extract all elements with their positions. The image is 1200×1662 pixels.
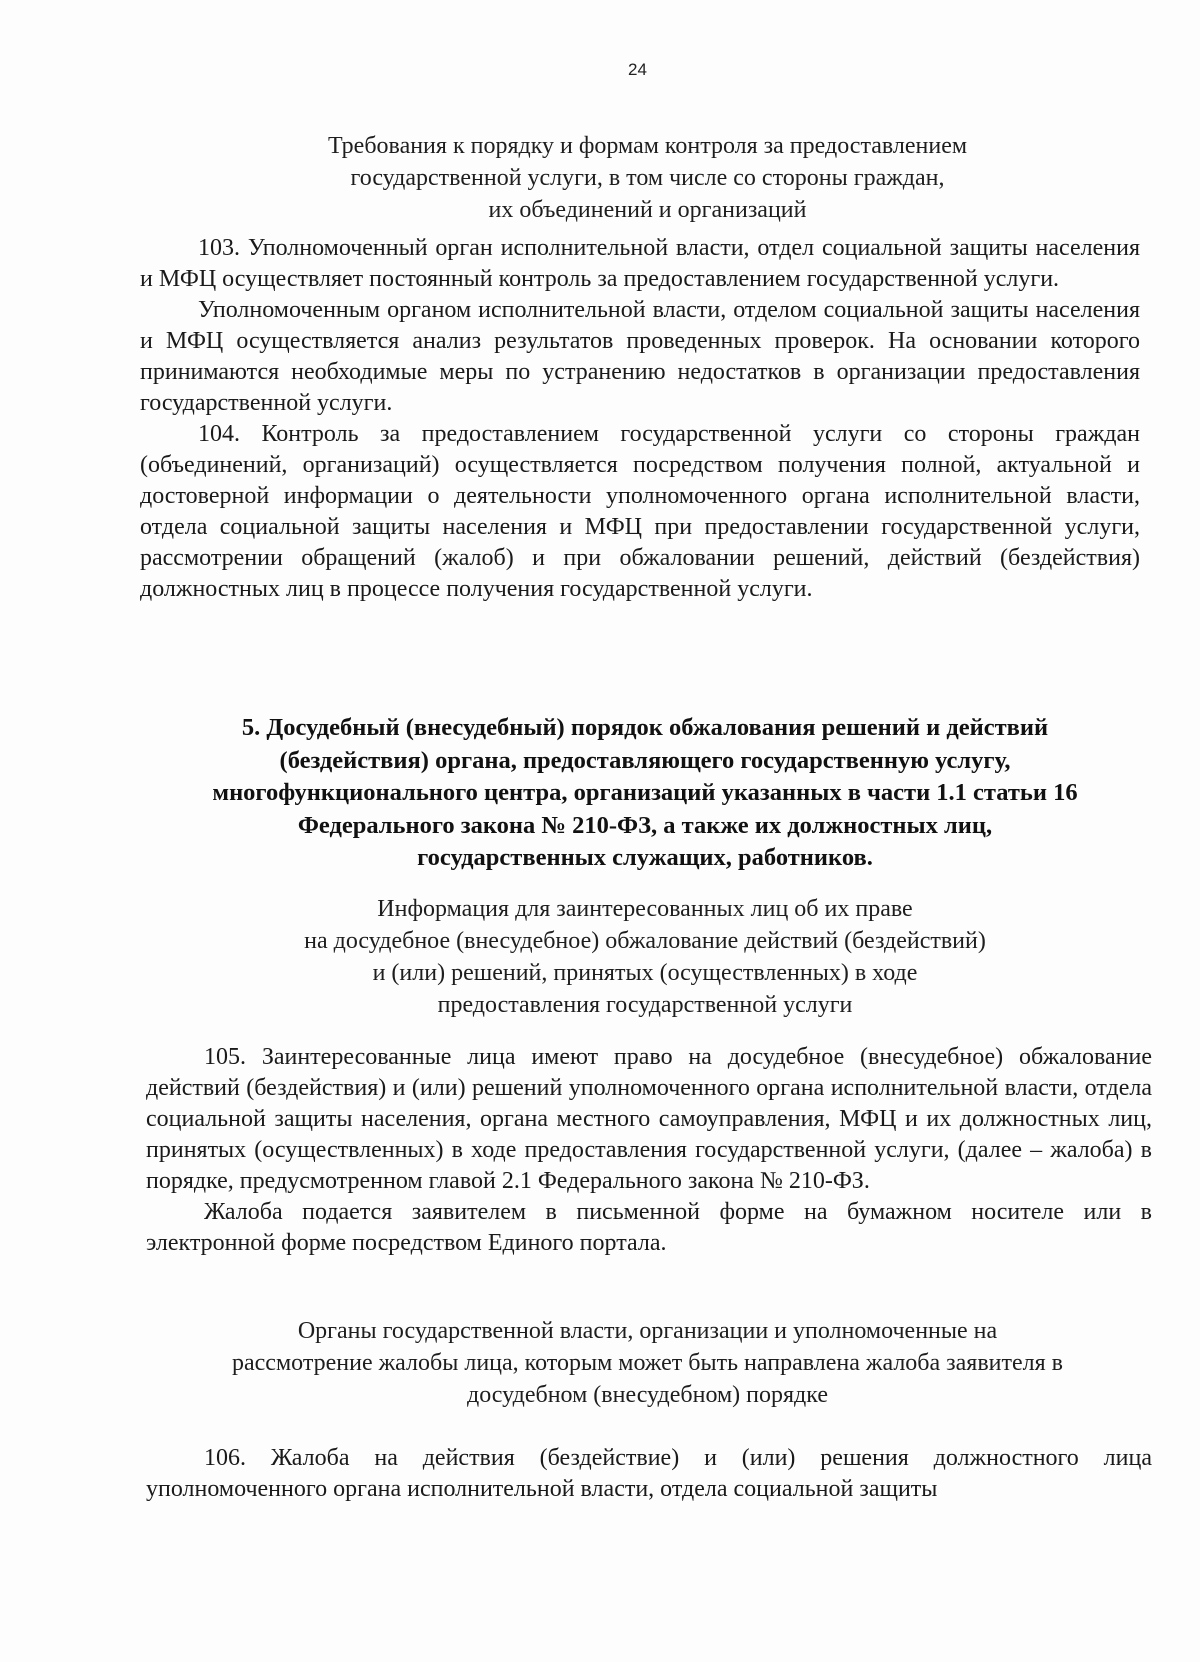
heading-line: государственных служащих, работников. (417, 844, 873, 871)
heading-line: Органы государственной власти, организации и уполномоченные на (297, 1318, 998, 1344)
paragraph-106: 106. Жалоба на действия (бездействие) и (или) решения должностного лица уполномоченного органа исполнительной власти, отдела социальной защиты (146, 1445, 1152, 1502)
info-paragraphs (146, 1042, 1152, 1259)
heading-line: и (или) решений, принятых (осуществленных) в ходе (372, 960, 918, 986)
control-paragraphs (140, 233, 1140, 605)
heading-line: многофункционального центра, организаций указанных в части 1.1 статьи 16 (212, 779, 1078, 806)
heading-line: на досудебное (внесудебное) обжалование действий (бездействий) (304, 928, 986, 954)
section-5-heading (140, 712, 1150, 875)
heading-line: рассмотрение жалобы лица, которым может быть направлена жалоба заявителя в (232, 1350, 1063, 1376)
page-number: 24 (628, 60, 647, 79)
heading-line: Требования к порядку и формам контроля за предоставлением (327, 133, 968, 159)
paragraph-105: 105. Заинтересованные лица имеют право на досудебное (внесудебное) обжалование действий (бездействия) и (или) решений уполномоченного органа исполнительной власти, отдела социальной защиты населения, органа местного самоуправления, МФЦ и их должностных лиц, принятых (осуществленных) в ходе предоставления государственной услуги, (далее – жалоба) в порядке, предусмотренном главой 2.1 Федерального закона № 210-ФЗ. (146, 1044, 1152, 1194)
bodies-paragraphs (146, 1443, 1152, 1505)
heading-line: их объединений и организаций (488, 197, 807, 223)
paragraph-105-submission: Жалоба подается заявителем в письменной форме на бумажном носителе или в электронной форме посредством Единого портала. (146, 1199, 1152, 1256)
heading-line: (бездействия) органа, предоставляющего государственную услугу, (279, 746, 1011, 774)
info-heading (140, 893, 1150, 1021)
heading-line: предоставления государственной услуги (437, 992, 853, 1018)
paragraph-103: 103. Уполномоченный орган исполнительной власти, отдел социальной защиты населения и МФЦ осуществляет постоянный контроль за предоставлением государственной услуги. (140, 235, 1140, 292)
control-heading (140, 130, 1155, 226)
heading-line: досудебном (внесудебном) порядке (467, 1382, 828, 1408)
heading-line: Информация для заинтересованных лиц об их праве (377, 896, 913, 922)
heading-line: 5. Досудебный (внесудебный) порядок обжалования решений и действий (241, 714, 1049, 741)
bodies-heading (140, 1315, 1155, 1411)
heading-line: государственной услуги, в том числе со стороны граждан, (350, 165, 945, 191)
heading-line: Федерального закона № 210-ФЗ, а также их должностных лиц, (297, 811, 993, 839)
paragraph-103-analysis: Уполномоченным органом исполнительной власти, отделом социальной защиты населения и МФЦ осуществляется анализ результатов проведенных проверок. На основании которого принимаются необходимые меры по устранению недостатков в организации предоставления государственной услуги. (140, 297, 1140, 416)
paragraph-104: 104. Контроль за предоставлением государственной услуги со стороны граждан (объединений, организаций) осуществляется посредством получения полной, актуальной и достоверной информации о деятельности уполномоченного органа исполнительной власти, отдела социальной защиты населения и МФЦ при предоставлении государственной услуги, рассмотрении обращений (жалоб) и при обжаловании решений, действий (бездействия) должностных лиц в процессе получения государственной услуги. (140, 421, 1140, 602)
